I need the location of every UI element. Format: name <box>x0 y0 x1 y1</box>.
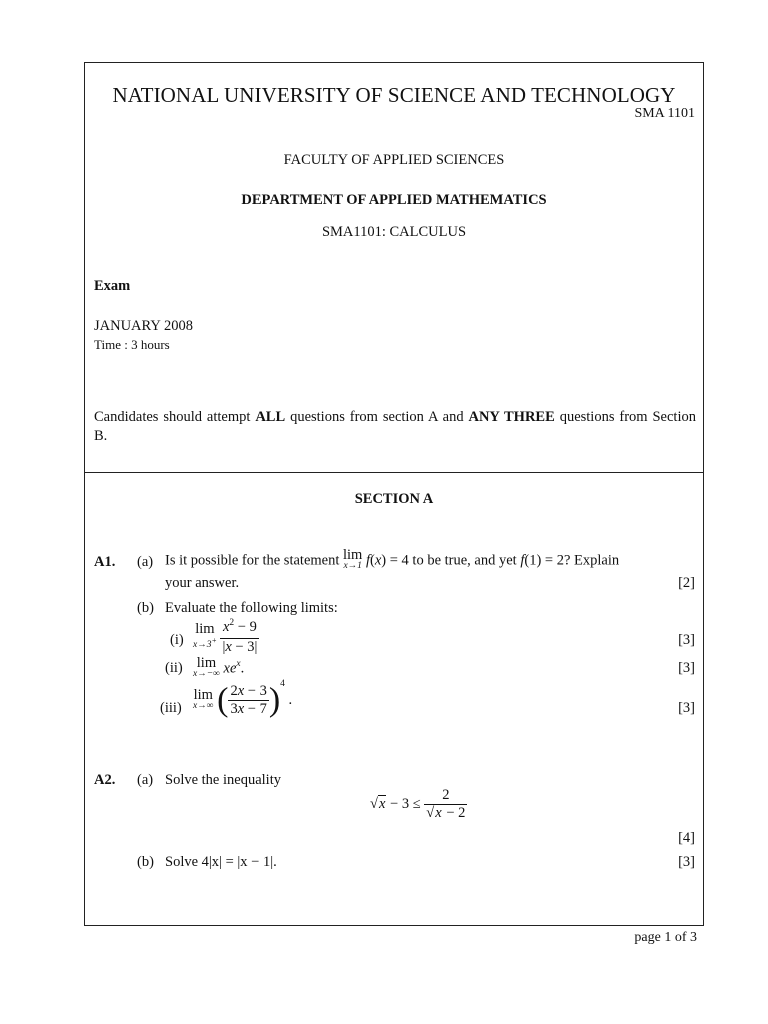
a1-limit-iii-label: (iii) <box>160 700 182 716</box>
a2-part-b-mark: [3] <box>678 854 695 870</box>
a1-limit-iii: lim x→∞ ( $\frac{2x - 3}{3x - 7}$ )$^4$ . <box>193 678 293 719</box>
a1-limit-i: lim x→3+ $\frac{x^2 - 9}{|x - 3|}$ <box>193 618 258 655</box>
course-code: SMA 1101 <box>634 106 695 121</box>
a2-part-b-text: Solve 4|x| = |x − 1|. <box>165 854 277 870</box>
question-a1-label: A1. <box>94 554 116 570</box>
a1-part-a-mark: [2] <box>678 575 695 591</box>
department-name: DEPARTMENT OF APPLIED MATHEMATICS <box>241 192 547 208</box>
a1-limit-i-label: (i) <box>170 632 184 648</box>
a2-inequality: √x − 3 ≤ $\frac{2}{√x - 2}$ <box>370 787 466 821</box>
section-divider <box>85 472 703 473</box>
instructions: Candidates should attempt ALL questions from section A and ANY THREE questions from Section B. <box>94 409 696 444</box>
a1-limit-i-mark: [3] <box>678 632 695 648</box>
exam-time: Time : 3 hours <box>94 337 170 352</box>
a2-part-b-label: (b) <box>137 854 154 870</box>
a1-part-a-text: Is it possible for the statement lim x→1 f(x) = 4 to be true, and yet f(1) = 2? Explain <box>165 547 620 571</box>
a2-part-a-mark: [4] <box>678 830 695 846</box>
university-name: NATIONAL UNIVERSITY OF SCIENCE AND TECHNOLOGY <box>112 83 676 107</box>
a1-part-b-text: Evaluate the following limits: <box>165 600 338 616</box>
a2-part-a-label: (a) <box>137 772 154 788</box>
exam-date: JANUARY 2008 <box>94 318 193 334</box>
faculty-name: FACULTY OF APPLIED SCIENCES <box>283 152 505 168</box>
limit-expression: lim x→1 <box>343 547 363 571</box>
a1-limit-ii-label: (ii) <box>165 660 183 676</box>
a1-limit-ii: lim x→−∞ $xe^x$. <box>193 655 245 679</box>
exam-label: Exam <box>94 278 131 294</box>
page-number: page 1 of 3 <box>634 930 697 945</box>
course-title: SMA1101: CALCULUS <box>321 224 467 240</box>
section-title: SECTION A <box>354 491 434 507</box>
exam-page-frame <box>84 62 704 926</box>
a1-limit-ii-mark: [3] <box>678 660 695 676</box>
a2-part-a-text: Solve the inequality <box>165 772 281 788</box>
a1-part-b-label: (b) <box>137 600 154 616</box>
a1-part-a-label: (a) <box>137 554 154 570</box>
question-a2-label: A2. <box>94 772 116 788</box>
a1-part-a-text-cont: your answer. <box>165 575 240 591</box>
a1-limit-iii-mark: [3] <box>678 700 695 716</box>
